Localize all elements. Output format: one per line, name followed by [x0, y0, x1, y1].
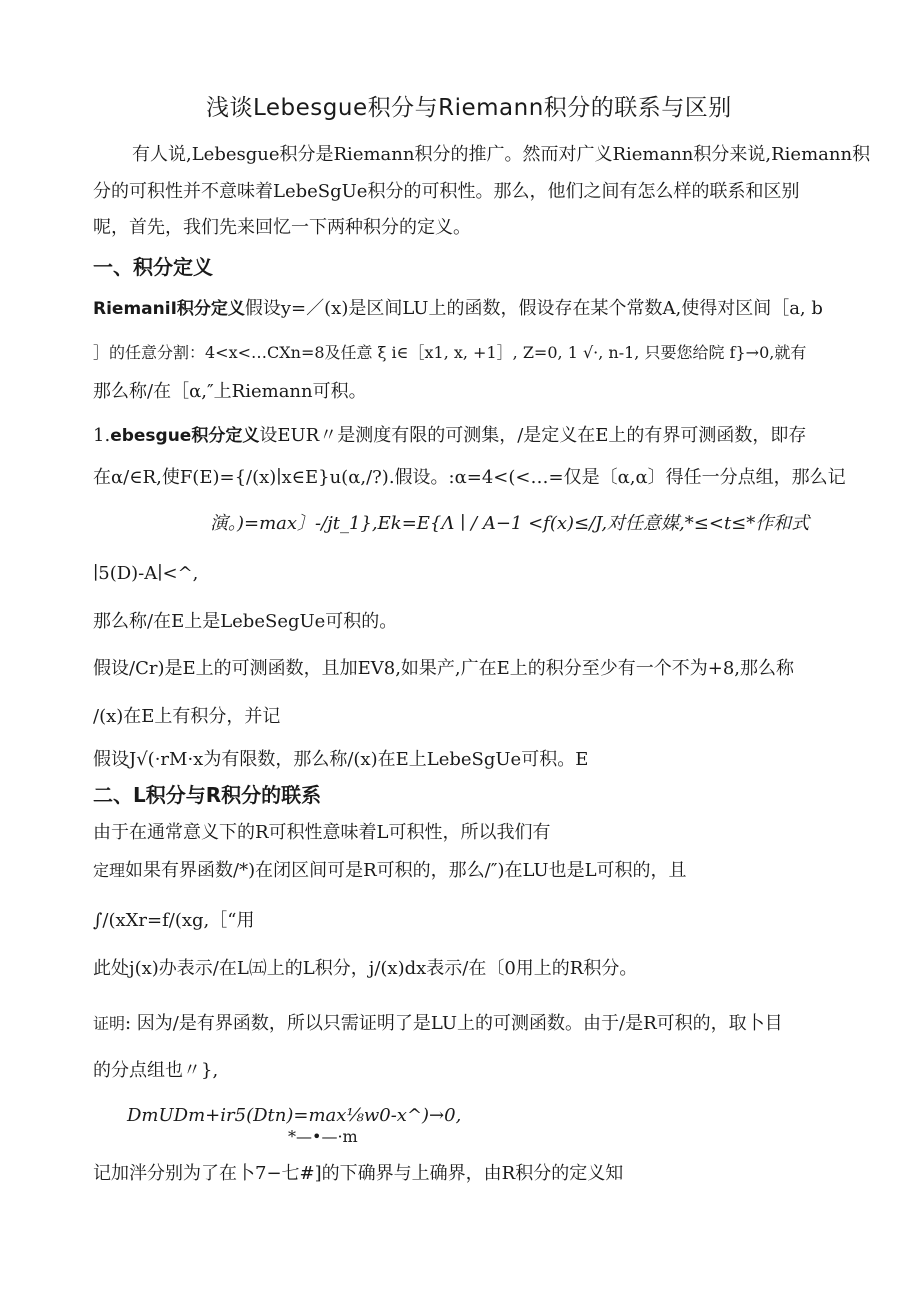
proof-line-2: 的分点组也〃}, — [93, 1060, 219, 1081]
proof-formula-subscript: *—•—·m — [288, 1127, 358, 1146]
section-2-line-3: 记加泮分别为了在卜7−七#]的下确界与上确界，由R积分的定义知 — [93, 1163, 624, 1184]
theorem-text: 如果有界函数/*)在闭区间可是R可积的，那么/″)在LU也是L可积的，且 — [125, 860, 687, 881]
proof-text-1: : 因为/是有界函数，所以只需证明了是LU上的可测函数。由于/是R可积的，取卜目 — [125, 1013, 783, 1034]
proof-line-1 — [93, 1013, 783, 1035]
lebesgue-definition-text-1: 设EUR〃是测度有限的可测集，/是定义在E上的有界可测函数，即存 — [259, 425, 807, 446]
riemann-definition-lead: RiemaniI积分定义 — [93, 299, 245, 319]
lebesgue-definition-line-3: ∣5(D)-A∣<^, — [93, 563, 199, 584]
section-1-heading: 一、积分定义 — [93, 255, 213, 279]
section-2-line-2: 此处j(x)办表示/在L㈤上的L积分，j/(x)dx表示/在〔0用上的R积分。 — [93, 958, 638, 979]
riemann-definition-line-1 — [93, 298, 823, 320]
riemann-definition-text-1: 假设y=／(x)是区间LU上的函数，假设存在某个常数A,使得对区间［a, b — [244, 298, 823, 319]
riemann-definition-line-3: 那么称/在［α,″上Riemann可积。 — [93, 381, 367, 402]
lebesgue-definition-line-6: /(x)在E上有积分，并记 — [93, 706, 281, 727]
theorem-lead: 定理 — [93, 861, 126, 880]
theorem-line — [93, 860, 687, 882]
lebesgue-formula: 演。)=max〕-/jt_1},Ek=E{Λ ∣ / A−1 <f(x)≤/J,对任意媒,*≤<t≤*作和式 — [210, 513, 810, 534]
lebesgue-definition-number: 1. — [93, 425, 111, 446]
intro-line-3: 呢，首先，我们先来回忆一下两种积分的定义。 — [93, 217, 471, 238]
lebesgue-definition-line-2: 在α/∈R,使F(E)={/(x)∣x∈E}u(α,/?).假设。:α=4<(<…=仅是〔α,α〕得任一分点组，那么记 — [93, 467, 846, 488]
theorem-formula: ∫/(xXr=f/(xg,［“用 — [93, 910, 255, 931]
riemann-definition-line-2: ］的任意分割：4<x<…CXn=8及任意 ξ i∈［x1, x, +1］, Z=0, 1 √·, n-1, 只要您给院 f}→0,就有 — [93, 343, 807, 362]
intro-line-1: 有人说,Lebesgue积分是Riemann积分的推广。然而对广义Riemann积分来说,Riemann积 — [132, 144, 871, 165]
proof-formula: DmUDm+ir5(Dtn)=max⅛w0-x^)→0, — [127, 1105, 462, 1126]
section-2-heading: 二、L积分与R积分的联系 — [93, 783, 322, 807]
proof-lead: 证明 — [93, 1014, 126, 1033]
lebesgue-definition-line-7: 假设J√(·rM·x为有限数，那么称/(x)在E上LebeSgUe可积。E — [93, 749, 589, 770]
lebesgue-definition-line-4: 那么称/在E上是LebeSegUe可积的。 — [93, 611, 398, 632]
lebesgue-definition-line-5: 假设/Cr)是E上的可测函数，且加EV8,如果产,广在E上的积分至少有一个不为+8,那么称 — [93, 658, 795, 679]
document-title: 浅谈Lebesgue积分与Riemann积分的联系与区别 — [206, 95, 732, 121]
lebesgue-definition-line-1 — [93, 425, 806, 447]
lebesgue-definition-lead: ebesgue积分定义 — [110, 426, 260, 446]
section-2-line-1: 由于在通常意义下的R可积性意味着L可积性，所以我们有 — [93, 822, 551, 843]
intro-line-2: 分的可积性并不意味着LebeSgUe积分的可积性。那么，他们之间有怎么样的联系和区别 — [93, 181, 800, 202]
